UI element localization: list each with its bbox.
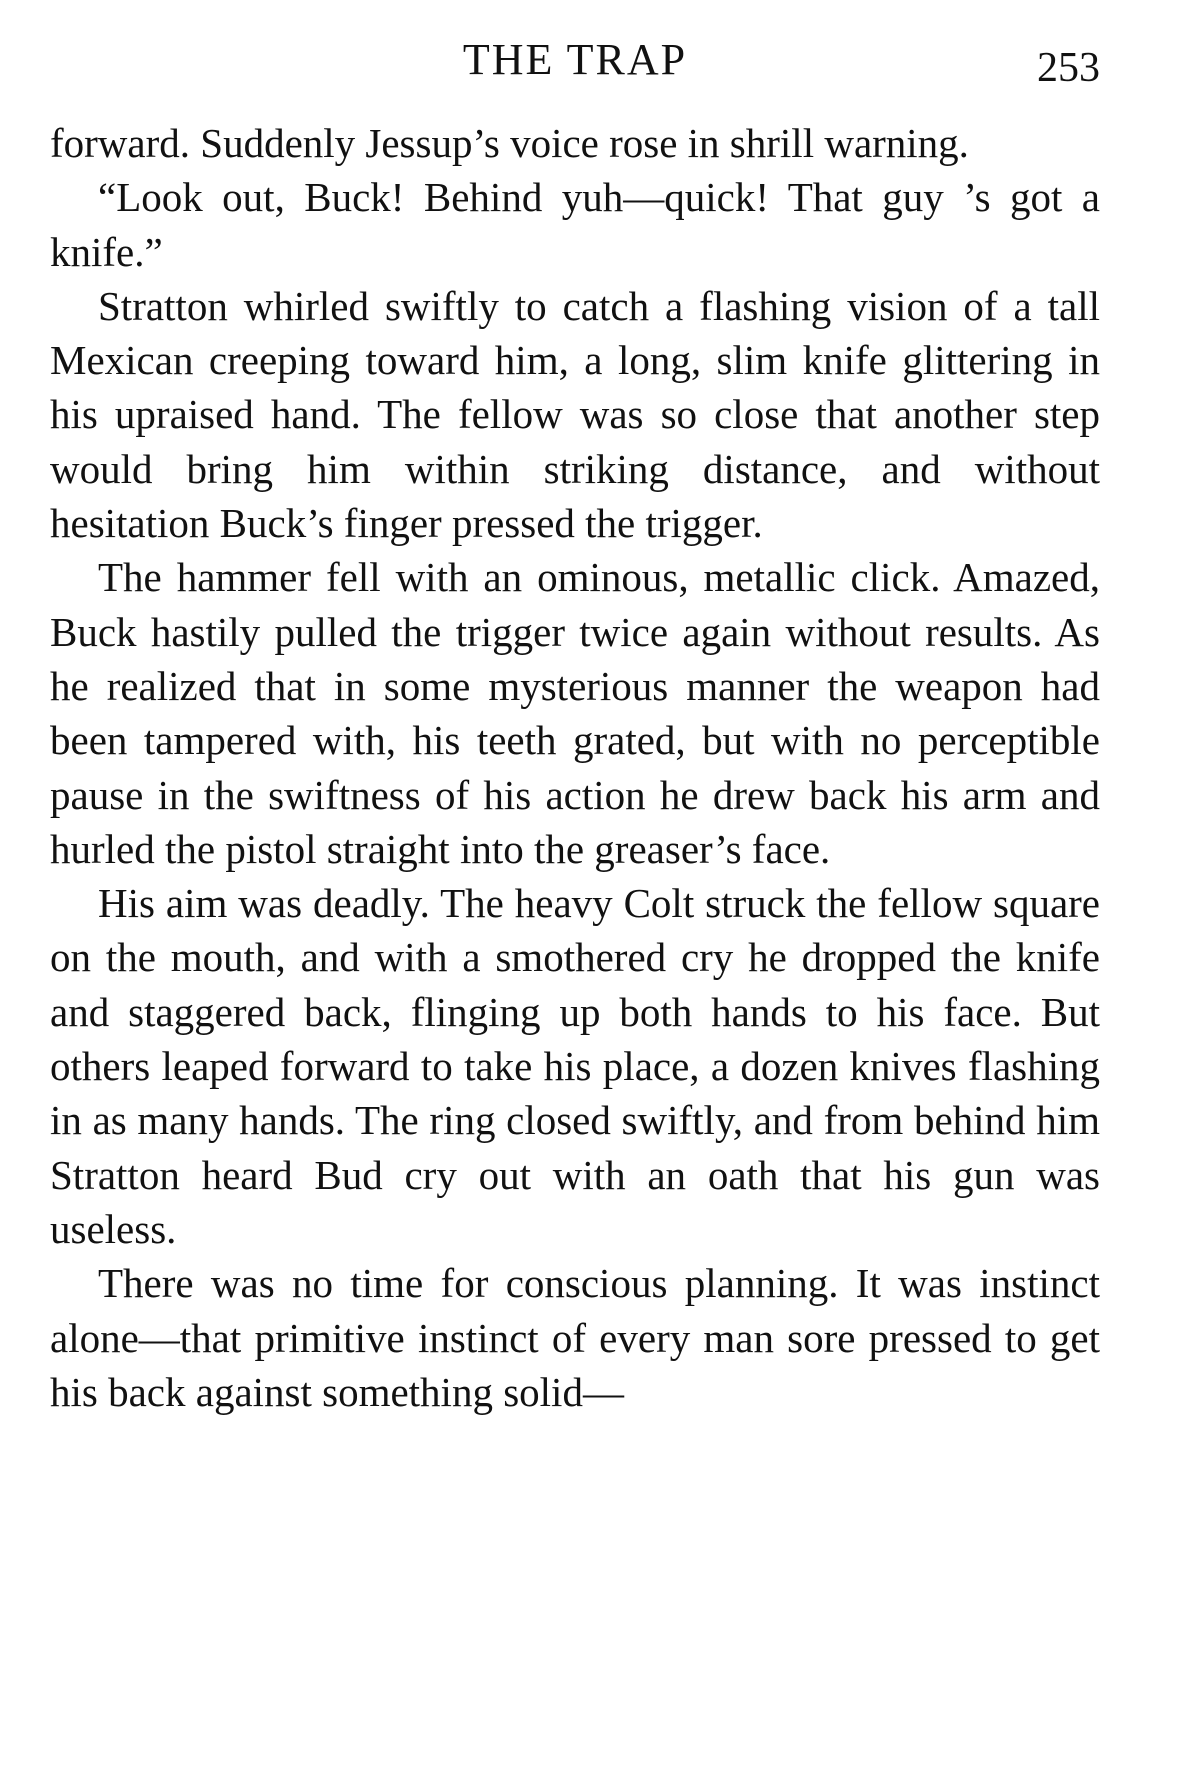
page-number: 253: [1037, 45, 1100, 91]
paragraph-warning: “Look out, Buck! Behind yuh—quick! That guy ’s got a knife.”: [50, 174, 1100, 275]
running-head: [50, 30, 1100, 90]
paragraph-aim-deadly: His aim was deadly. The heavy Colt struck the fellow square on the mouth, and with a smothered cry he dropped the knife and staggered back, flinging up both hands to his face. But others leaped forward to take his place, a dozen knives flashing in as many hands. The ring closed swiftly, and from behind him Stratton heard Bud cry out with an oath that his gun was useless.: [50, 880, 1100, 1252]
running-title: THE TRAP: [462, 35, 688, 84]
body-text: [50, 116, 1100, 1419]
paragraph-stratton-whirled: Stratton whirled swiftly to catch a flashing vision of a tall Mexican creeping toward him, a long, slim knife glittering in his upraised hand. The fellow was so close that another step would bring him within striking distance, and without hesitation Buck’s finger pressed the trigger.: [50, 282, 1100, 547]
paragraph-continuation: forward. Suddenly Jessup’s voice rose in shrill warning.: [50, 120, 969, 166]
paragraph-hammer-fell: The hammer fell with an ominous, metallic click. Amazed, Buck hastily pulled the trigger twice again without results. As he realized that in some mysterious manner the weapon had been tampered with, his teeth grated, but with no perceptible pause in the swiftness of his action he drew back his arm and hurled the pistol straight into the greaser’s face.: [50, 554, 1100, 872]
paragraph-no-time: There was no time for conscious planning. It was instinct alone—that primitive instinct of every man sore pressed to get his back against something solid—: [50, 1260, 1100, 1415]
